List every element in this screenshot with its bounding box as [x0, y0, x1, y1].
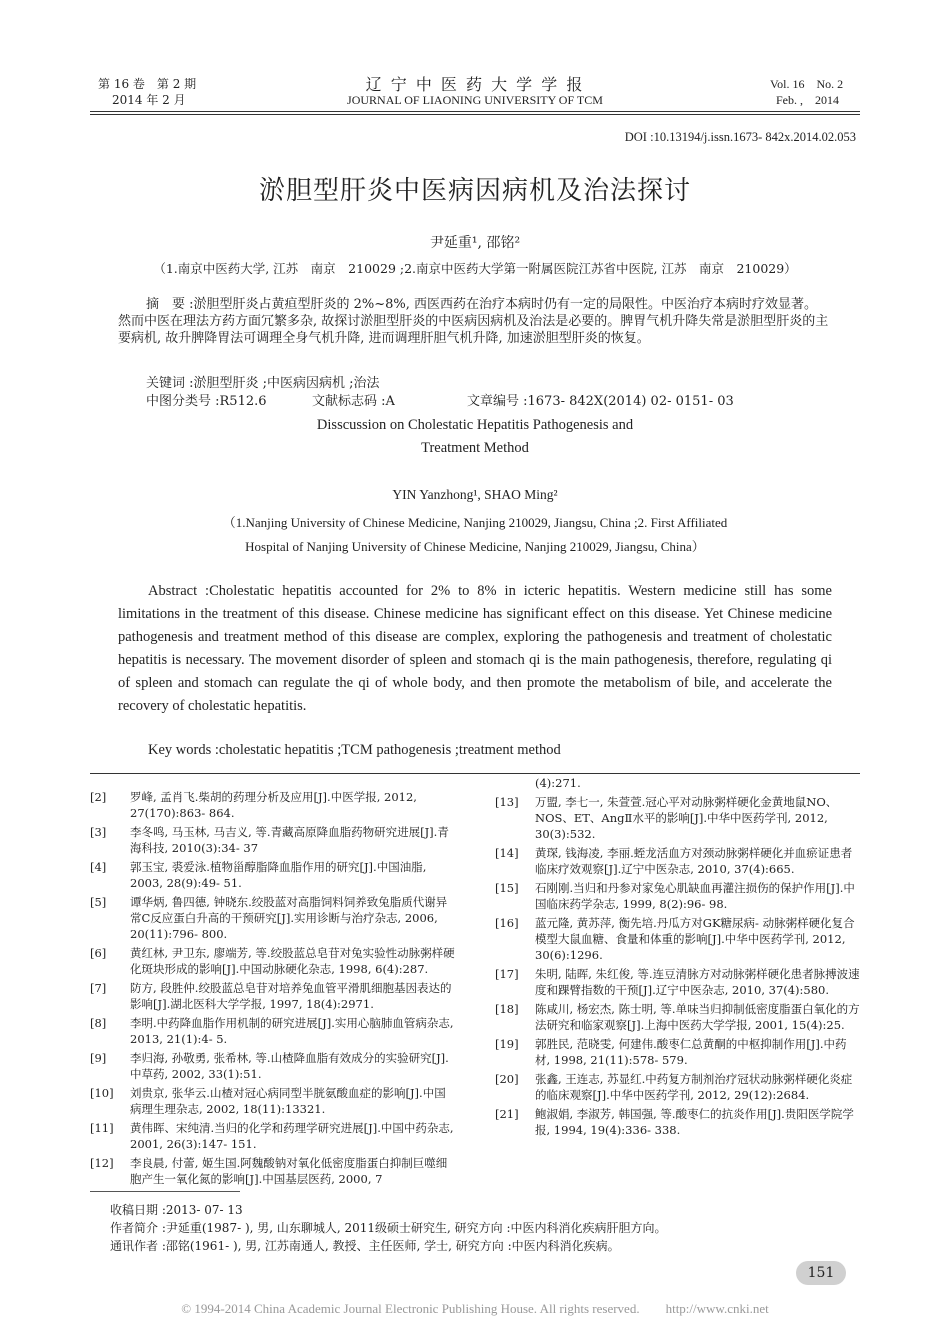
reference-number: [12] — [90, 1156, 114, 1170]
page-number: 151 — [796, 1261, 846, 1285]
reference-number: [4] — [90, 860, 107, 874]
reference-number: [11] — [90, 1121, 114, 1135]
keywords-cn: 关键词 :淤胆型肝炎 ;中医病因病机 ;治法 — [146, 376, 380, 391]
reference-text: 万盟, 李七一, 朱萱萱.冠心平对动脉粥样硬化金黄地鼠NO、NOS、ET、AngⅡ水平的影响[J].中华中医药学刊, 2012, 30(3):532. — [535, 795, 838, 841]
article-number: 文章编号 :1673- 842X(2014) 02- 0151- 03 — [467, 394, 734, 409]
reference-text: 黄红林, 尹卫东, 廖端芳, 等.绞股蓝总皂苷对兔实验性动脉粥样硬化斑块形成的影响[J].中国动脉硬化杂志, 1998, 6(4):287. — [130, 946, 455, 976]
reference-item — [90, 859, 455, 891]
reference-text: 罗峰, 孟肖飞.柴胡的药理分析及应用[J].中医学报, 2012, 27(170):863- 864. — [130, 790, 417, 820]
reference-item — [90, 1050, 455, 1082]
footnote-rule — [90, 1191, 240, 1192]
affiliation-cn: （1.南京中医药大学, 江苏 南京 210029 ;2.南京中医药大学第一附属医院江苏省中医院, 江苏 南京 210029） — [153, 261, 797, 276]
journal-name-en: JOURNAL OF LIAONING UNIVERSITY OF TCM — [347, 93, 603, 107]
reference-continuation: (4):271. — [535, 776, 581, 790]
doi: DOI :10.13194/j.issn.1673- 842x.2014.02.053 — [624, 130, 856, 144]
authors-cn: 尹延重¹, 邵铭² — [429, 235, 521, 251]
reference-text: 蓝元隆, 黄苏萍, 衡先培.丹瓜方对GK糖尿病- 动脉粥样硬化复合模型大鼠血糖、食量和体重的影响[J].中华中医药学刊, 2012, 30(6):1296. — [535, 916, 855, 962]
reference-item — [90, 945, 455, 977]
reference-text: 张鑫, 王连志, 苏显红.中药复方制剂治疗冠状动脉粥样硬化炎症的临床观察[J].中华中医药学刊, 2012, 29(12):2684. — [535, 1072, 853, 1102]
reference-number: [7] — [90, 981, 107, 995]
reference-item — [90, 824, 455, 856]
reference-item — [495, 880, 860, 912]
reference-text: 李归海, 孙敬勇, 张希林, 等.山楂降血脂有效成分的实验研究[J].中草药, 2002, 33(1):51. — [130, 1051, 449, 1081]
date-en: Feb. , 2014 — [776, 93, 840, 107]
reference-item — [495, 915, 860, 963]
reference-text: 黄琛, 钱海凌, 李丽.蛭龙活血方对颈动脉粥样硬化并血瘀证患者临床疗效观察[J].辽宁中医杂志, 2010, 37(4):665. — [535, 846, 853, 876]
reference-item — [90, 1015, 455, 1047]
volume-en: Vol. 16 No. 2 — [770, 77, 844, 91]
reference-number: [15] — [495, 881, 519, 895]
references-rule — [90, 773, 860, 774]
references-right-column — [495, 775, 860, 1141]
reference-number: [9] — [90, 1051, 107, 1065]
reference-number: [6] — [90, 946, 107, 960]
affiliation-en-line1: （1.Nanjing University of Chinese Medicine, Nanjing 210029, Jiangsu, China ;2. First Affiliated — [222, 515, 728, 530]
reference-item — [90, 894, 455, 942]
reference-number: [16] — [495, 916, 519, 930]
reference-item — [90, 1155, 455, 1187]
reference-text: 刘贵京, 张华云.山楂对冠心病同型半胱氨酸血症的影响[J].中国病理生理杂志, 2002, 18(11):13321. — [130, 1086, 446, 1116]
reference-number: [14] — [495, 846, 519, 860]
reference-number: [18] — [495, 1002, 519, 1016]
reference-text: 黄伟晖、宋纯清.当归的化学和药理学研究进展[J].中国中药杂志, 2001, 26(3):147- 151. — [130, 1121, 454, 1151]
reference-text: 谭华炳, 鲁四德, 钟晓东.绞股蓝对高脂饲料饲养致兔脂质代谢异常C反应蛋白升高的干预研究[J].实用诊断与治疗杂志, 2006, 20(11):796- 800. — [130, 895, 448, 941]
reference-item — [90, 980, 455, 1012]
title-cn: 淤胆型肝炎中医病因病机及治法探讨 — [258, 176, 691, 206]
reference-item — [90, 1085, 455, 1117]
reference-item — [495, 966, 860, 998]
reference-text: 郭玉宝, 裘爱泳.植物甾醇脂降血脂作用的研究[J].中国油脂, 2003, 28(9):49- 51. — [130, 860, 427, 890]
reference-text: 李良晨, 付蕾, 姬生国.阿魏酸钠对氧化低密度脂蛋白抑制巨噬细胞产生一氧化氮的影响[J].中国基层医药, 2000, 7 — [130, 1156, 448, 1186]
reference-number: [19] — [495, 1037, 519, 1051]
reference-text: 石刚刚.当归和丹参对家兔心肌缺血再灌注损伤的保护作用[J].中国临床药学杂志, 1999, 8(2):96- 98. — [535, 881, 855, 911]
copyright-line: © 1994-2014 China Academic Journal Electronic Publishing House. All rights reserved. http://www.cnki.net — [181, 1301, 769, 1316]
header-rule-2 — [90, 114, 860, 115]
volume-cn: 第 16 卷 第 2 期 — [98, 77, 197, 91]
reference-item — [90, 789, 455, 821]
reference-number: [2] — [90, 790, 107, 804]
reference-item — [495, 1036, 860, 1068]
class-number: 中图分类号 :R512.6 — [146, 394, 267, 409]
reference-text: 朱明, 陆晖, 朱红俊, 等.连豆清脉方对动脉粥样硬化患者脉搏波速度和踝臂指数的干预[J].辽宁中医杂志, 2010, 37(4):580. — [535, 967, 860, 997]
abstract-cn: 摘 要 :淤胆型肝炎占黄疸型肝炎的 2%~8%, 西医西药在治疗本病时仍有一定的局限性。中医治疗本病时疗效显著。然而中医在理法方药方面冗繁多杂, 故探讨淤胆型肝炎的中医病因病机及治法是必要的。脾胃气机升降失常是淤胆型肝炎的主要病机, 故升脾降胃法可调理全身气机升降, 进而调理肝胆气机升降, 加速淤胆型肝炎的恢复。 — [118, 297, 829, 346]
header-rule — [90, 111, 860, 112]
reference-text: 郭胜民, 范晓雯, 何建伟.酸枣仁总黄酮的中枢抑制作用[J].中药材, 1998, 21(11):578- 579. — [535, 1037, 847, 1067]
references-left-column — [90, 789, 455, 1190]
footnote-received: 收稿日期 :2013- 07- 13 — [110, 1203, 243, 1217]
footnote-corresponding: 通讯作者 :邵铭(1961- ), 男, 江苏南通人, 教授、主任医师, 学士, 研究方向 :中医内科消化疾病。 — [110, 1239, 620, 1253]
reference-text: 李冬鸣, 马玉林, 马吉义, 等.青藏高原降血脂药物研究进展[J].青海科技, 2010(3):34- 37 — [130, 825, 449, 855]
reference-item — [495, 794, 860, 842]
reference-number: [5] — [90, 895, 107, 909]
keywords-en: Key words :cholestatic hepatitis ;TCM pathogenesis ;treatment method — [148, 742, 561, 758]
reference-item — [495, 1106, 860, 1138]
reference-item — [495, 1071, 860, 1103]
document-code: 文献标志码 :A — [312, 394, 395, 409]
affiliation-en-line2: Hospital of Nanjing University of Chinese Medicine, Nanjing 210029, Jiangsu, China） — [245, 539, 705, 554]
authors-en: YIN Yanzhong¹, SHAO Ming² — [392, 487, 558, 502]
reference-item — [90, 1120, 455, 1152]
title-en-line1: Disscussion on Cholestatic Hepatitis Pathogenesis and — [316, 417, 634, 433]
reference-text: 防方, 段胜仲.绞股蓝总皂苷对培养兔血管平滑肌细胞基因表达的影响[J].湖北医科大学学报, 1997, 18(4):2971. — [130, 981, 452, 1011]
reference-number: [13] — [495, 795, 519, 809]
reference-text: 李明.中药降血脂作用机制的研究进展[J].实用心脑肺血管病杂志, 2013, 21(1):4- 5. — [130, 1016, 454, 1046]
title-en-line2: Treatment Method — [421, 440, 529, 456]
reference-item — [495, 1001, 860, 1033]
abstract-en: Abstract :Cholestatic hepatitis accounted for 2% to 8% in icteric hepatitis. Western medicine still has some limitations in the treatment of this disease. Chinese medicine has significant effect on this disease. Yet Chinese medicine pathogenesis and treatment method of this disease are complex, exploring the pathogenesis and treatment of cholestatic hepatitis is necessary. The movement disorder of spleen and stomach qi is the main pathogenesis, therefore, regulating qi of spleen and stomach can regulate the qi of whole body, and then promote the metabolism of bile, and accelerate the recovery of cholestatic hepatitis. — [118, 583, 832, 714]
reference-number: [8] — [90, 1016, 107, 1030]
reference-number: [10] — [90, 1086, 114, 1100]
footnote-author-bio: 作者简介 :尹延重(1987- ), 男, 山东聊城人, 2011级硕士研究生, 研究方向 :中医内科消化疾病肝胆方向。 — [110, 1221, 667, 1235]
reference-number: [3] — [90, 825, 107, 839]
reference-item — [495, 845, 860, 877]
reference-number: [21] — [495, 1107, 519, 1121]
reference-number: [20] — [495, 1072, 519, 1086]
reference-text: 鲍淑娟, 李淑芳, 韩国强, 等.酸枣仁的抗炎作用[J].贵阳医学院学报, 1994, 19(4):336- 338. — [535, 1107, 854, 1137]
date-cn: 2014 年 2 月 — [112, 93, 186, 107]
journal-name-cn: 辽 宁 中 医 药 大 学 学 报 — [365, 75, 585, 94]
reference-text: 陈咸川, 杨宏杰, 陈士明, 等.单味当归抑制低密度脂蛋白氧化的方法研究和临家观察[J].上海中医药大学学报, 2001, 15(4):25. — [535, 1002, 860, 1032]
reference-number: [17] — [495, 967, 519, 981]
